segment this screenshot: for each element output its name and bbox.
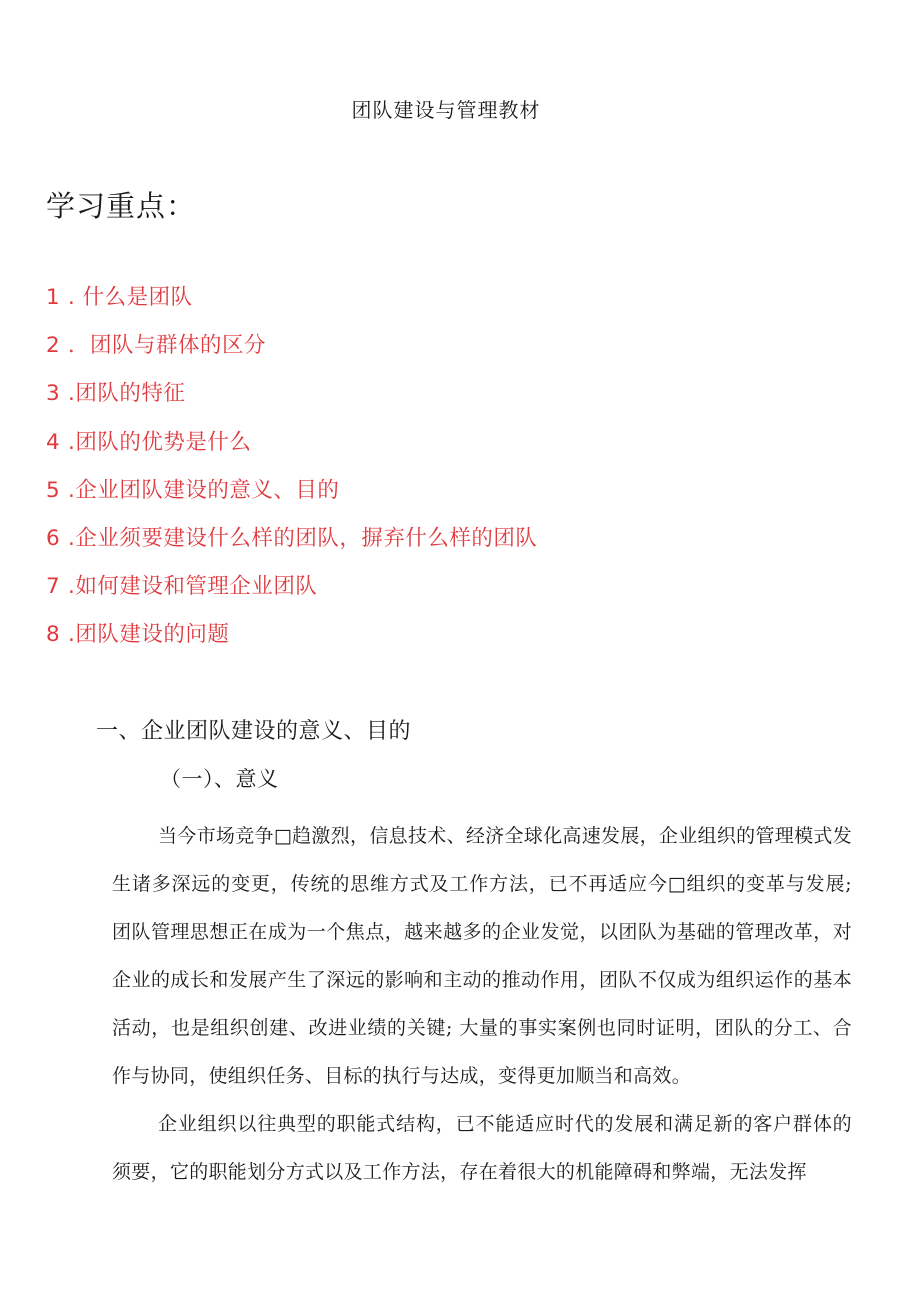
- key-point-item: [46, 328, 537, 376]
- key-point-number: 6: [46, 525, 61, 551]
- paragraph: 企业组织以往典型的职能式结构，已不能适应时代的发展和满足新的客户群体的须要，它的职能划分方式以及工作方法，存在着很大的机能障碍和弊端，无法发挥: [112, 1113, 852, 1183]
- key-point-text: .团队的优势是什么: [68, 429, 252, 455]
- key-point-item: [46, 569, 537, 617]
- key-point-text: .企业团队建设的意义、目的: [68, 477, 340, 503]
- key-point-item: [46, 473, 537, 521]
- key-point-text: .企业须要建设什么样的团队，摒弃什么样的团队: [68, 525, 538, 551]
- key-point-item: [46, 521, 537, 569]
- key-point-number: 7: [46, 574, 61, 600]
- key-point-number: 4: [46, 429, 61, 455]
- key-point-number: 8: [46, 622, 61, 648]
- key-point-text: .团队的特征: [68, 381, 186, 407]
- key-point-number: 5: [46, 477, 61, 503]
- sub-heading: （一）、意义: [160, 767, 279, 791]
- key-point-number: 3: [46, 381, 61, 407]
- key-point-number: 1: [46, 285, 61, 310]
- key-point-text: . 什么是团队: [68, 285, 193, 310]
- key-point-item: [46, 280, 537, 328]
- key-point-item: [46, 425, 537, 473]
- section-heading: 一、企业团队建设的意义、目的: [96, 719, 412, 744]
- key-point-item: [46, 376, 537, 424]
- key-point-text: .团队建设的问题: [68, 622, 230, 648]
- key-point-item: [46, 617, 537, 665]
- key-points-heading: 学习重点：: [46, 189, 197, 223]
- paragraph: 当今市场竞争□趋激烈，信息技术、经济全球化高速发展，企业组织的管理模式发生诸多深远的变更，传统的思维方式及工作方法，已不再适应今□组织的变革与发展; 团队管理思想正在成为一个焦点，越来越多的企业发觉，以团队为基础的管理改革，对企业的成长和发展产生了深远的影响和主动的推动作用，团队不仅成为组织运作的基本活动，也是组织创建、改进业绩的关键; 大量的事实案例也同时证明，团队的分工、合作与协同，使组织任务、目标的执行与达成，变得更加顺当和高效。: [112, 825, 852, 1087]
- key-point-text: ．团队与群体的区分: [68, 333, 267, 359]
- document-title: 团队建设与管理教材: [351, 98, 541, 122]
- key-points-list: [46, 280, 537, 666]
- body-text: [112, 812, 852, 1196]
- key-point-number: 2: [46, 333, 61, 359]
- key-point-text: .如何建设和管理企业团队: [68, 574, 318, 600]
